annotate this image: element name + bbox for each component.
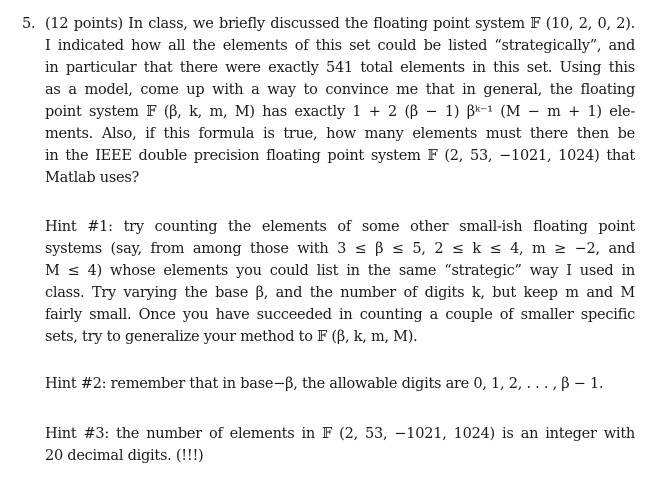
problem-line: in the IEEE double precision floating point system 𝔽 (2, 53, −1021, 1024) that <box>45 148 635 164</box>
problem-number: 5. <box>22 16 36 32</box>
hint-line: M ≤ 4) whose elements you could list in the same “strategic” way I used in <box>45 263 635 279</box>
problem-line: (12 points) In class, we briefly discussed the floating point system 𝔽 (10, 2, 0, 2). <box>45 16 635 32</box>
problem-line: as a model, come up with a way to convince me that in general, the floating <box>45 82 635 98</box>
problem-statement <box>45 13 635 189</box>
hint-2 <box>45 373 635 395</box>
hint-line: Hint #1: try counting the elements of some other small-ish floating point <box>45 219 635 235</box>
hint-line: fairly small. Once you have succeeded in counting a couple of smaller specific <box>45 307 635 323</box>
hint-line: systems (say, from among those with 3 ≤ β ≤ 5, 2 ≤ k ≤ 4, m ≥ −2, and <box>45 241 635 257</box>
hint-3 <box>45 423 635 467</box>
problem-line: Matlab uses? <box>45 170 140 186</box>
hint-line: class. Try varying the base β, and the number of digits k, but keep m and M <box>45 285 635 301</box>
hint-line: sets, try to generalize your method to 𝔽 (β, k, m, M). <box>45 329 418 345</box>
problem-line: in particular that there were exactly 541 total elements in this set. Using this <box>45 60 635 76</box>
problem-line: I indicated how all the elements of this set could be listed “strategically”, and <box>45 38 635 54</box>
hint-1 <box>45 216 635 348</box>
hint-line: Hint #3: the number of elements in 𝔽 (2, 53, −1021, 1024) is an integer with <box>45 426 635 442</box>
hint-line: 20 decimal digits. (!!!) <box>45 448 204 464</box>
problem-line: ments. Also, if this formula is true, how many elements must there then be <box>45 126 635 142</box>
problem-line: point system 𝔽 (β, k, m, M) has exactly 1 + 2 (β − 1) βᵏ⁻¹ (M − m + 1) ele- <box>45 104 635 120</box>
hint-line: Hint #2: remember that in base−β, the allowable digits are 0, 1, 2, . . . , β − 1. <box>45 376 604 392</box>
